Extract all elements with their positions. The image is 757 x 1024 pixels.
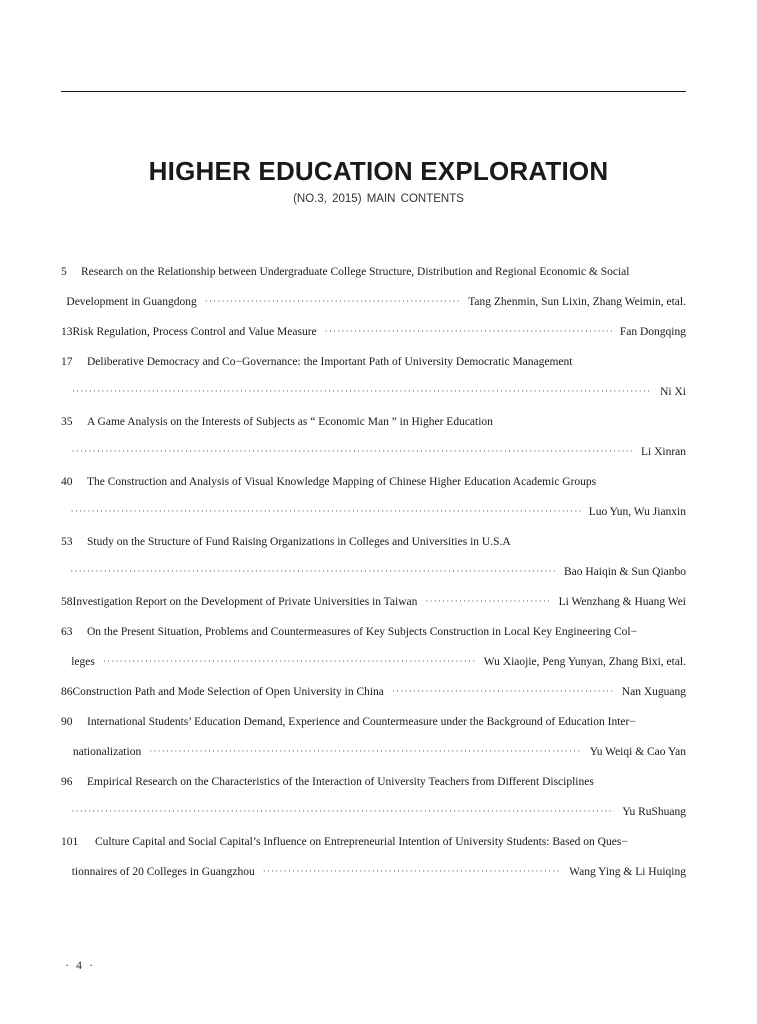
toc-title: Research on the Relationship between Undergraduate College Structure, Distribution and Regional Economic & Social xyxy=(81,266,630,278)
toc-authors: Yu Weiqi & Cao Yan xyxy=(589,746,686,758)
leader-dots xyxy=(263,866,561,876)
toc-entry xyxy=(61,416,686,434)
toc-title: Empirical Research on the Characteristics of the Interaction of University Teachers from Different Disciplines xyxy=(87,776,594,788)
leader-dots xyxy=(205,296,460,306)
leader-dots xyxy=(392,686,614,696)
toc-page-number: 5 xyxy=(61,266,67,278)
toc-authors: Yu RuShuang xyxy=(622,806,686,818)
toc-entry xyxy=(61,596,686,614)
toc-title: nationalization xyxy=(72,746,142,758)
toc-entry xyxy=(61,776,686,794)
leader-dots xyxy=(149,746,581,756)
toc-title: Study on the Structure of Fund Raising Organizations in Colleges and Universities in U.S.A xyxy=(87,536,511,548)
toc-title: On the Present Situation, Problems and Countermeasures of Key Subjects Construction in Local Key Engineering Col− xyxy=(87,626,638,638)
toc-authors: Li Xinran xyxy=(640,446,686,458)
toc-page-number: 53 xyxy=(61,536,73,548)
toc-title: A Game Analysis on the Interests of Subjects as “ Economic Man ” in Higher Education xyxy=(87,416,493,428)
toc-page-number: 86 xyxy=(61,686,73,698)
toc-entry xyxy=(61,626,686,644)
toc-entry xyxy=(61,536,686,554)
toc-page-number: 13 xyxy=(61,326,73,338)
toc-entry xyxy=(61,836,686,854)
leader-dots xyxy=(325,326,612,336)
toc-title: Investigation Report on the Development of Private Universities in Taiwan xyxy=(72,596,418,608)
toc-entry-continued xyxy=(61,446,686,464)
toc-title: Construction Path and Mode Selection of Open University in China xyxy=(72,686,384,698)
toc-entry xyxy=(61,266,686,284)
toc-authors: Nan Xuguang xyxy=(621,686,686,698)
toc-title: Development in Guangdong xyxy=(66,296,197,308)
toc-entry xyxy=(61,686,686,704)
toc-title: Deliberative Democracy and Co−Governance: the Important Path of University Democratic Management xyxy=(87,356,573,368)
toc-authors: Wu Xiaojie, Peng Yunyan, Zhang Bixi, etal. xyxy=(483,656,686,668)
toc-authors: Ni Xi xyxy=(660,386,686,398)
toc-title: International Students’ Education Demand, Experience and Countermeasure under the Background of Education Inter− xyxy=(87,716,636,728)
toc-entry-continued xyxy=(61,386,686,404)
leader-dots xyxy=(72,446,633,456)
toc-authors: Luo Yun, Wu Jianxin xyxy=(588,506,686,518)
toc-page-number: 63 xyxy=(61,626,73,638)
toc-authors: Wang Ying & Li Huiqing xyxy=(569,866,686,878)
toc-page-number: 17 xyxy=(61,356,73,368)
toc-title: tionnaires of 20 Colleges in Guangzhou xyxy=(71,866,255,878)
toc-entry xyxy=(61,476,686,494)
leader-dots xyxy=(72,386,652,396)
leader-dots xyxy=(425,596,550,606)
toc-entry xyxy=(61,356,686,374)
toc-entry xyxy=(61,716,686,734)
toc-page-number: 101 xyxy=(61,836,79,848)
top-rule xyxy=(61,91,686,92)
toc-entry-continued xyxy=(61,566,686,584)
issue-subtitle: (NO.3, 2015) MAIN CONTENTS xyxy=(293,193,464,205)
toc-page-number: 58 xyxy=(61,596,73,608)
toc-entry-continued xyxy=(61,806,686,824)
toc-authors: Bao Haiqin & Sun Qianbo xyxy=(563,566,686,578)
toc-entry-continued xyxy=(61,506,686,524)
journal-title: HIGHER EDUCATION EXPLORATION xyxy=(148,156,609,186)
toc-authors: Fan Dongqing xyxy=(619,326,686,338)
toc-entry-continued xyxy=(61,296,686,314)
toc-entry-continued xyxy=(61,656,686,674)
toc-entry xyxy=(61,326,686,344)
toc-title: Risk Regulation, Process Control and Value Measure xyxy=(72,326,317,338)
toc-authors: Tang Zhenmin, Sun Lixin, Zhang Weimin, etal. xyxy=(468,296,686,308)
toc-entry-continued xyxy=(61,866,686,884)
toc-page-number: 35 xyxy=(61,416,73,428)
toc-page-number: 96 xyxy=(61,776,73,788)
toc-page-number: 40 xyxy=(61,476,73,488)
toc-title: Culture Capital and Social Capital’s Influence on Entrepreneurial Intention of University Students: Based on Ques− xyxy=(95,836,628,848)
leader-dots xyxy=(71,506,581,516)
toc-page-number: 90 xyxy=(61,716,73,728)
toc-title: The Construction and Analysis of Visual Knowledge Mapping of Chinese Higher Education Academic Groups xyxy=(87,476,597,488)
leader-dots xyxy=(71,806,614,816)
leader-dots xyxy=(103,656,476,666)
toc-entry-continued xyxy=(61,746,686,764)
toc-title: leges xyxy=(71,656,95,668)
page-number: · 4 · xyxy=(65,958,95,972)
leader-dots xyxy=(70,566,556,576)
toc-authors: Li Wenzhang & Huang Wei xyxy=(558,596,686,608)
